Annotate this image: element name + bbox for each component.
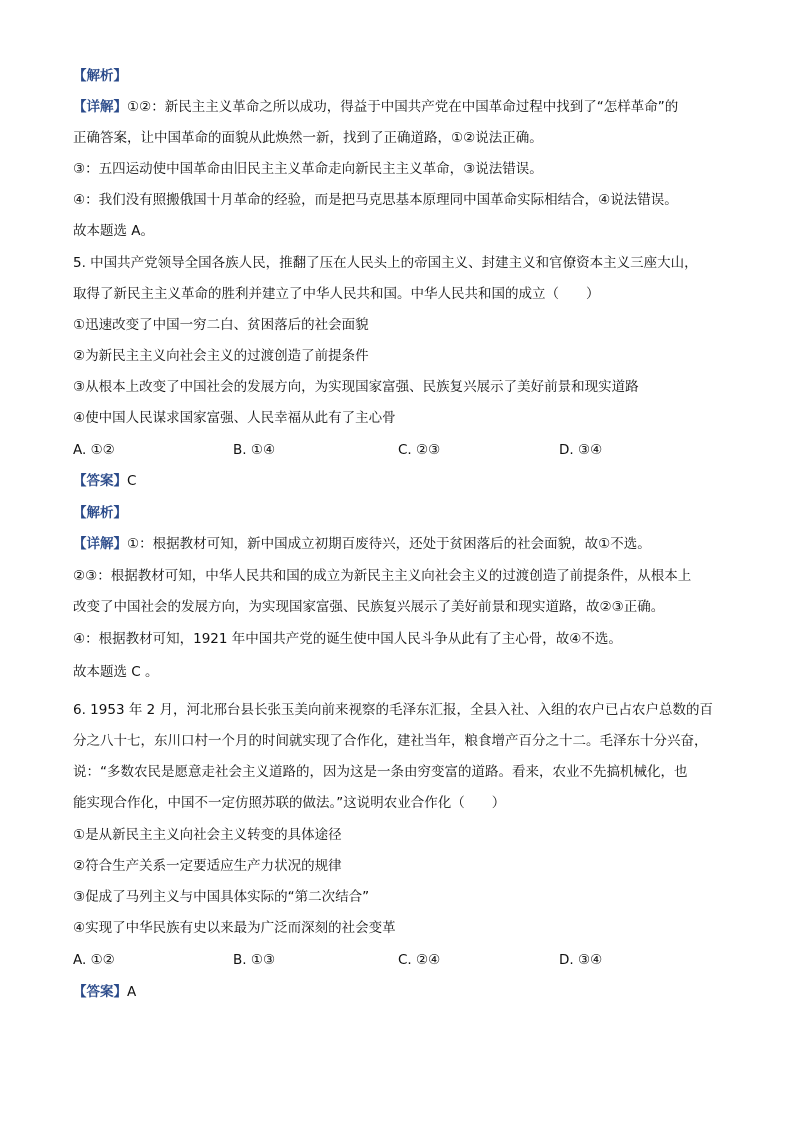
answer-label: 【答案】 xyxy=(73,984,127,1000)
detail-line: ②③：根据教材可知，中华人民共和国的成立为新民主主义向社会主义的过渡创造了前提条件，从根本上 xyxy=(73,568,692,584)
detail-label: 【详解】 xyxy=(73,536,127,552)
answer-line xyxy=(73,982,733,1002)
option-b: B. ①③ xyxy=(233,952,276,968)
question-6-stem: 分之八十七，东川口村一个月的时间就实现了合作化，建社当年，粮食增产百分之十二。毛泽东十分兴奋， xyxy=(73,733,708,749)
question-6-item: ①是从新民主主义向社会主义转变的具体途径 xyxy=(73,827,342,843)
answer-value: C xyxy=(127,473,137,489)
detail-text: ①②：新民主主义革命之所以成功，得益于中国共产党在中国革命过程中找到了“怎样革命”的 xyxy=(127,99,679,115)
option-b: B. ①④ xyxy=(233,442,276,458)
conclusion-line: 故本题选 C 。 xyxy=(73,664,159,680)
analysis-label: 【解析】 xyxy=(73,68,127,84)
conclusion-line: 故本题选 A。 xyxy=(73,223,155,239)
question-6-item: ③促成了马列主义与中国具体实际的“第二次结合” xyxy=(73,889,370,905)
detail-label: 【详解】 xyxy=(73,99,127,115)
option-d: D. ③④ xyxy=(559,442,603,458)
detail-line xyxy=(73,534,733,554)
option-d: D. ③④ xyxy=(559,952,603,968)
question-5-item: ④使中国人民谋求国家富强、人民幸福从此有了主心骨 xyxy=(73,410,396,426)
question-6-item: ②符合生产关系一定要适应生产力状况的规律 xyxy=(73,858,342,874)
question-5-item: ①迅速改变了中国一穷二白、贫困落后的社会面貌 xyxy=(73,317,369,333)
analysis-heading xyxy=(73,503,733,523)
answer-value: A xyxy=(127,984,137,1000)
analysis-label: 【解析】 xyxy=(73,505,127,521)
question-5-stem: 5. 中国共产党领导全国各族人民，推翻了压在人民头上的帝国主义、封建主义和官僚资本主义三座大山， xyxy=(73,255,698,271)
question-6-stem: 6. 1953 年 2 月，河北邢台县长张玉美向前来视察的毛泽东汇报，全县入社、入组的农户已占农户总数的百 xyxy=(73,702,713,718)
question-6-item: ④实现了中华民族有史以来最为广泛而深刻的社会变革 xyxy=(73,920,396,936)
option-a: A. ①② xyxy=(73,442,115,458)
question-5-item: ③从根本上改变了中国社会的发展方向，为实现国家富强、民族复兴展示了美好前景和现实道路 xyxy=(73,379,639,395)
option-a: A. ①② xyxy=(73,952,115,968)
detail-line: ④：根据教材可知，1921 年中国共产党的诞生使中国人民斗争从此有了主心骨，故④不选。 xyxy=(73,631,622,647)
option-c: C. ②④ xyxy=(398,952,441,968)
question-5-item: ②为新民主主义向社会主义的过渡创造了前提条件 xyxy=(73,348,369,364)
question-6-stem: 说：“多数农民是愿意走社会主义道路的，因为这是一条由穷变富的道路。看来，农业不先搞机械化，也 xyxy=(73,764,688,780)
analysis-heading xyxy=(73,66,733,86)
answer-label: 【答案】 xyxy=(73,473,127,489)
question-6-stem: 能实现合作化，中国不一定仿照苏联的做法。”这说明农业合作化（ ） xyxy=(73,795,506,811)
detail-line: 正确答案，让中国革命的面貌从此焕然一新，找到了正确道路，①②说法正确。 xyxy=(73,130,543,146)
question-5-stem: 取得了新民主主义革命的胜利并建立了中华人民共和国。中华人民共和国的成立（ ） xyxy=(73,286,600,302)
answer-line xyxy=(73,471,733,491)
detail-text: ①：根据教材可知，新中国成立初期百废待兴，还处于贫困落后的社会面貌，故①不选。 xyxy=(127,536,651,552)
detail-line: ④：我们没有照搬俄国十月革命的经验，而是把马克思基本原理同中国革命实际相结合，④说法错误。 xyxy=(73,192,678,208)
detail-line: ③：五四运动使中国革命由旧民主主义革命走向新民主主义革命，③说法错误。 xyxy=(73,161,543,177)
detail-line xyxy=(73,97,733,117)
option-c: C. ②③ xyxy=(398,442,441,458)
detail-line: 改变了中国社会的发展方向，为实现国家富强、民族复兴展示了美好前景和现实道路，故②③正确。 xyxy=(73,599,665,615)
